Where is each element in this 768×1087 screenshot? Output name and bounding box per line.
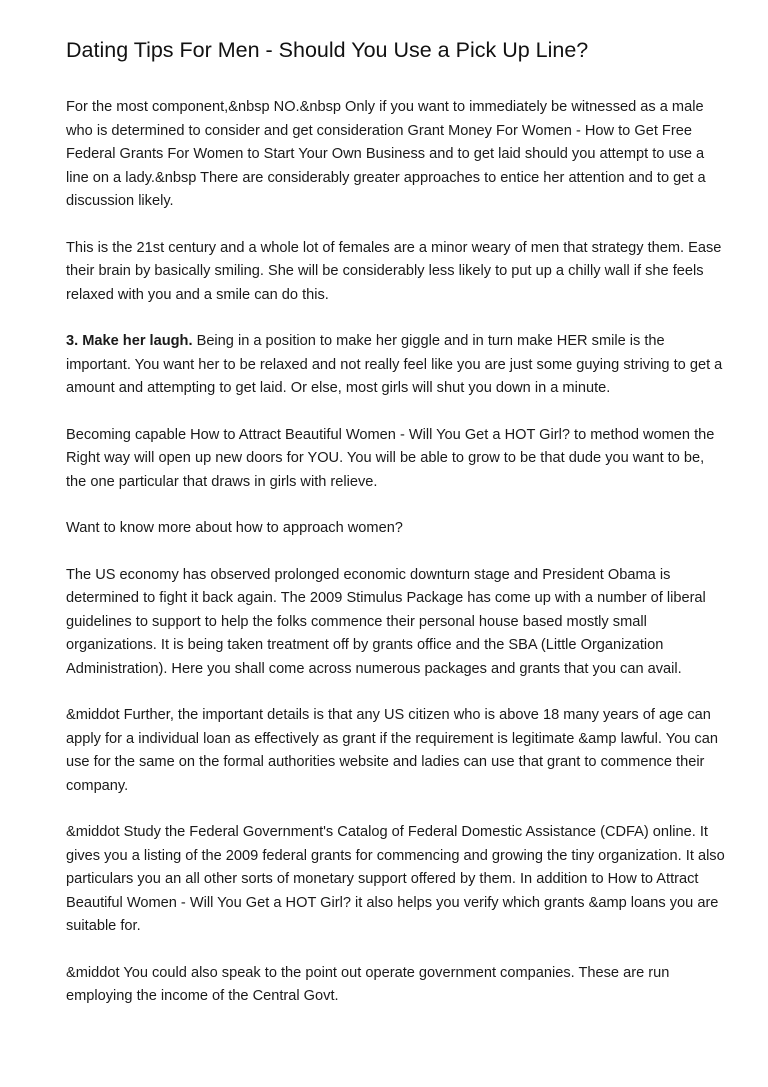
paragraph-bullet-cdfa: &middot Study the Federal Government's Catalog of Federal Domestic Assistance (CDFA) online. It gives you a listing of the 2009 federal grants for commencing and growing the tiny organization. It also particulars you an all other sorts of monetary support offered by them. In addition to How to Attract Beautiful Women - Will You Get a HOT Girl? it also helps you verify which grants &amp loans you are suitable for. xyxy=(66,824,725,934)
tip-3-heading: 3. Make her laugh. xyxy=(66,333,193,349)
paragraph-bullet-citizen: &middot Further, the important details is that any US citizen who is above 18 many years of age can apply for a individual loan as effectively as grant if the requirement is legitimate &amp lawful. You can use for the same on the formal authorities website and ladies can use that grant to commence their company. xyxy=(66,707,718,794)
document-title: Dating Tips For Men - Should You Use a Pick Up Line? xyxy=(66,38,589,62)
paragraph-becoming-capable: Becoming capable How to Attract Beautiful Women - Will You Get a HOT Girl? to method women the Right way will open up new doors for YOU. You will be able to grow to be that dude you want to be, the one particular that draws in girls with relieve. xyxy=(66,426,715,490)
paragraph-us-economy: The US economy has observed prolonged economic downturn stage and President Obama is determined to fight it back again. The 2009 Stimulus Package has come up with a number of liberal guidelines to support to help the folks commence their personal house based mostly small organizations. It is being taken treatment off by grants office and the SBA (Little Organization Administration). Here you shall come across numerous packages and grants that you can avail. xyxy=(66,566,706,677)
paragraph-smile: This is the 21st century and a whole lot of females are a minor weary of men that strategy them. Ease their brain by basically smiling. She will be considerably less likely to put up a chilly wall if she feels relaxed with you and a smile can do this. xyxy=(66,239,722,303)
tip-3-body: Being in a position to make her giggle and in turn make HER smile is the important. You want her to be relaxed and not really feel like you are just some guying striving to get a amount and attempting to get laid. Or else, most girls will shut you down in a minute. xyxy=(66,333,723,396)
paragraph-tip-3 xyxy=(66,330,728,401)
paragraph-intro: For the most component,&nbsp NO.&nbsp Only if you want to immediately be witnessed as a male who is determined to consider and get consideration Grant Money For Women - How to Get Free Federal Grants For Women to Start Your Own Business and to get laid should you attempt to use a line on a lady.&nbsp There are considerably greater approaches to entice her attention and to get a discussion likely. xyxy=(66,99,706,209)
paragraph-bullet-state: &middot You could also speak to the point out operate government companies. These are run employing the income of the Central Govt. xyxy=(66,964,670,1004)
paragraph-question: Want to know more about how to approach women? xyxy=(66,520,403,536)
